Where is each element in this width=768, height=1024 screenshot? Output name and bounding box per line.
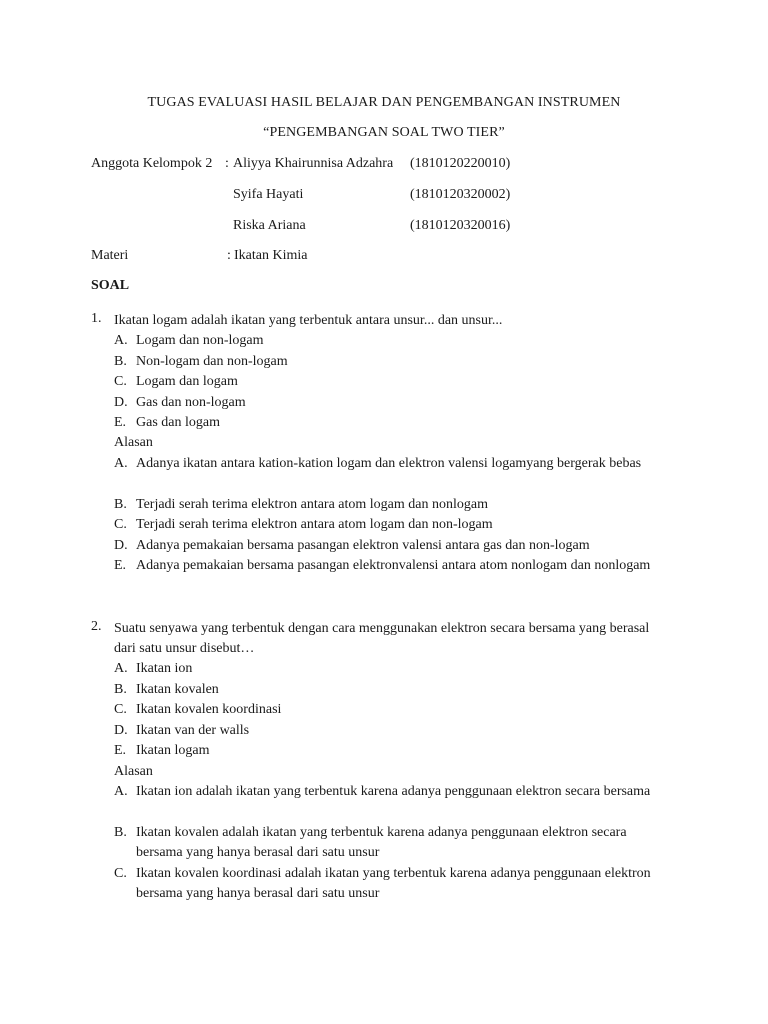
reason-item: [114, 515, 654, 535]
reason-label: Alasan: [114, 764, 153, 779]
section-heading: SOAL: [91, 278, 130, 293]
member-name: Aliyya Khairunnisa Adzahra: [233, 156, 394, 171]
reason-text: Adanya ikatan antara kation-kation logam dan elektron valensi logamyang bergerak bebas: [136, 456, 642, 471]
reason-text: Ikatan kovalen adalah ikatan yang terbentuk karena adanya penggunaan elektron secara bersama yang hanya berasal dari satu unsur: [136, 825, 627, 860]
reason-letter: C.: [114, 866, 127, 881]
materi-label: Materi: [91, 248, 129, 263]
reason-letter: C.: [114, 517, 127, 532]
option-text: Ikatan kovalen: [136, 682, 219, 697]
question-text: Ikatan logam adalah ikatan yang terbentuk antara unsur... dan unsur...: [114, 313, 503, 328]
group-label-text: Anggota Kelompok 2: [91, 156, 213, 171]
reason-letter: E.: [114, 558, 127, 573]
option-letter: B.: [114, 682, 127, 697]
reason-item: [114, 823, 654, 863]
reason-text: Terjadi serah terima elektron antara atom logam dan non-logam: [136, 517, 493, 532]
option-item: [114, 372, 654, 392]
option-item: [114, 393, 654, 413]
option-text: Ikatan ion: [136, 661, 193, 676]
option-text: Ikatan logam: [136, 743, 210, 758]
member-name: Riska Ariana: [233, 218, 306, 233]
member-nim: (1810120220010): [410, 156, 511, 171]
materi-value: Ikatan Kimia: [234, 248, 308, 263]
reason-item: [114, 495, 654, 515]
reason-item: [114, 782, 654, 802]
option-text: Logam dan non-logam: [136, 333, 264, 348]
option-text: Non-logam dan non-logam: [136, 354, 288, 369]
option-letter: E.: [114, 743, 127, 758]
option-item: [114, 680, 654, 700]
reason-letter: A.: [114, 456, 128, 471]
option-item: [114, 352, 654, 372]
option-item: [114, 741, 654, 761]
group-colon: :: [225, 156, 229, 171]
reason-letter: D.: [114, 538, 128, 553]
question-number: 2.: [91, 619, 102, 634]
option-text: Ikatan van der walls: [136, 723, 250, 738]
option-letter: D.: [114, 723, 128, 738]
reason-item: [114, 556, 654, 576]
option-letter: B.: [114, 354, 127, 369]
member-nim: (1810120320016): [410, 218, 511, 233]
option-letter: D.: [114, 395, 128, 410]
reason-item: [114, 454, 654, 474]
reason-item: [114, 864, 654, 904]
option-text: Logam dan logam: [136, 374, 238, 389]
option-letter: C.: [114, 374, 127, 389]
option-letter: A.: [114, 661, 128, 676]
group-label: [91, 155, 212, 173]
document-title: TUGAS EVALUASI HASIL BELAJAR DAN PENGEMBANGAN INSTRUMEN: [147, 95, 621, 110]
option-item: [114, 659, 654, 679]
reason-letter: A.: [114, 784, 128, 799]
option-item: [114, 331, 654, 351]
option-item: [114, 700, 654, 720]
reason-letter: B.: [114, 497, 127, 512]
question-text: Suatu senyawa yang terbentuk dengan cara menggunakan elektron secara bersama yang berasal dari satu unsur disebut…: [114, 621, 650, 656]
reason-text: Ikatan ion adalah ikatan yang terbentuk karena adanya penggunaan elektron secara bersama: [136, 784, 651, 799]
reason-label: Alasan: [114, 435, 153, 450]
materi-colon: :: [227, 248, 231, 263]
member-nim: (1810120320002): [410, 187, 511, 202]
member-name: Syifa Hayati: [233, 187, 304, 202]
option-letter: E.: [114, 415, 127, 430]
document-subtitle: “PENGEMBANGAN SOAL TWO TIER”: [263, 125, 505, 140]
reason-item: [114, 536, 654, 556]
option-text: Ikatan kovalen koordinasi: [136, 702, 282, 717]
option-letter: A.: [114, 333, 128, 348]
reason-text: Adanya pemakaian bersama pasangan elektronvalensi antara atom nonlogam dan nonlogam: [136, 558, 651, 573]
option-item: [114, 721, 654, 741]
reason-text: Ikatan kovalen koordinasi adalah ikatan yang terbentuk karena adanya penggunaan elektron bersama yang hanya berasal dari satu unsur: [136, 866, 651, 901]
reason-letter: B.: [114, 825, 127, 840]
option-text: Gas dan non-logam: [136, 395, 246, 410]
reason-text: Adanya pemakaian bersama pasangan elektron valensi antara gas dan non-logam: [136, 538, 590, 553]
question-number: 1.: [91, 311, 102, 326]
option-text: Gas dan logam: [136, 415, 220, 430]
option-item: [114, 413, 654, 433]
option-letter: C.: [114, 702, 127, 717]
reason-text: Terjadi serah terima elektron antara atom logam dan nonlogam: [136, 497, 488, 512]
